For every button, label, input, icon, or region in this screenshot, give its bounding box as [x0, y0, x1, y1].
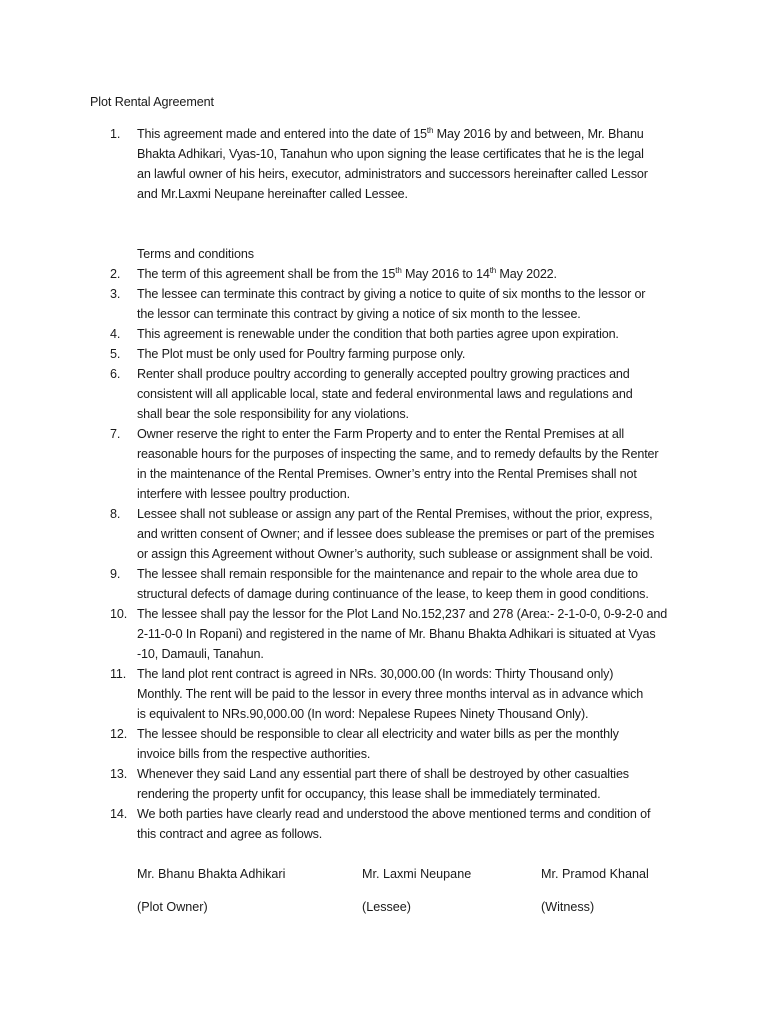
item-text [137, 664, 697, 724]
item-text [137, 284, 697, 324]
item-text [137, 724, 697, 764]
term-item [90, 764, 690, 804]
text-line: The lessee shall remain responsible for the maintenance and repair to the whole area due to [137, 567, 638, 581]
item-text [137, 764, 697, 804]
text-line: The Plot must be only used for Poultry farming purpose only. [137, 347, 466, 361]
text-line: interfere with lessee poultry production. [137, 487, 350, 501]
item-number: 6. [110, 367, 121, 381]
text-line: or assign this Agreement without Owner’s authority, such sublease or assignment shall be void. [137, 547, 653, 561]
item-text [137, 504, 697, 564]
term-item [90, 504, 690, 564]
term-item [90, 664, 690, 724]
term-item [90, 284, 690, 324]
text-line: and written consent of Owner; and if lessee does sublease the premises or part of the premises [137, 527, 655, 541]
text-line: -10, Damauli, Tanahun. [137, 647, 264, 661]
text-line: The lessee should be responsible to clear all electricity and water bills as per the monthly [137, 727, 619, 741]
signatory-role-lessee: (Lessee) [362, 900, 411, 914]
text-line: reasonable hours for the purposes of inspecting the same, and to remedy defaults by the Renter [137, 447, 659, 461]
text-line: an lawful owner of his heirs, executor, administrators and successors hereinafter called Lessor [137, 167, 648, 181]
item-text [137, 424, 697, 504]
text-line: Monthly. The rent will be paid to the lessor in every three months interval as in advance which [137, 687, 644, 701]
item-text [137, 364, 697, 424]
term-item [90, 564, 690, 604]
term-item [90, 344, 690, 364]
text-line: and Mr.Laxmi Neupane hereinafter called Lessee. [137, 187, 408, 201]
item-number: 10. [110, 607, 128, 621]
item-number: 13. [110, 767, 128, 781]
text-line: Owner reserve the right to enter the Farm Property and to enter the Rental Premises at all [137, 427, 624, 441]
text-line: is equivalent to NRs.90,000.00 (In word: Nepalese Rupees Ninety Thousand Only). [137, 707, 589, 721]
term-item [90, 264, 690, 284]
item-number: 2. [110, 267, 121, 281]
item-text [137, 604, 697, 664]
text-line: Whenever they said Land any essential part there of shall be destroyed by other casualties [137, 767, 629, 781]
signatory-name-lessee: Mr. Laxmi Neupane [362, 867, 472, 881]
item-text [137, 264, 697, 284]
item-number: 11. [110, 667, 127, 681]
text-line: This agreement made and entered into the date of 15th May 2016 by and between, Mr. Bhanu [137, 126, 644, 141]
term-item [90, 364, 690, 424]
text-line: Bhakta Adhikari, Vyas-10, Tanahun who upon signing the lease certificates that he is the legal [137, 147, 644, 161]
text-line: rendering the property unfit for occupancy, this lease shall be immediately terminated. [137, 787, 601, 801]
term-item [90, 604, 690, 664]
term-item [90, 424, 690, 504]
item-number: 8. [110, 507, 121, 521]
text-line: We both parties have clearly read and understood the above mentioned terms and condition of [137, 807, 651, 821]
item-number: 9. [110, 567, 121, 581]
signatory-role-witness: (Witness) [541, 900, 595, 914]
text-line: 2-11-0-0 In Ropani) and registered in the name of Mr. Bhanu Bhakta Adhikari is situated at Vyas [137, 627, 656, 641]
item-number: 12. [110, 727, 128, 741]
text-line: The lessee shall pay the lessor for the Plot Land No.152,237 and 278 (Area:- 2-1-0-0, 0-9-2-0 and [137, 607, 668, 621]
signatory-name-witness: Mr. Pramod Khanal [541, 867, 649, 881]
ordinal-suffix: th [395, 266, 402, 275]
text-line: structural defects of damage during continuance of the lease, to keep them in good conditions. [137, 587, 649, 601]
terms-heading: Terms and conditions [137, 247, 255, 261]
term-item [90, 804, 690, 844]
text-line: the lessor can terminate this contract by giving a notice of six month to the lessee. [137, 307, 581, 321]
text-line: consistent will all applicable local, state and federal environmental laws and regulations and [137, 387, 633, 401]
item-text [137, 804, 697, 844]
item-number: 5. [110, 347, 121, 361]
term-item [90, 724, 690, 764]
document-title: Plot Rental Agreement [90, 95, 214, 109]
item-number: 14. [110, 807, 128, 821]
signatory-role-owner: (Plot Owner) [137, 900, 208, 914]
signatory-name-owner: Mr. Bhanu Bhakta Adhikari [137, 867, 286, 881]
ordinal-suffix: th [426, 126, 434, 135]
text-line: invoice bills from the respective authorities. [137, 747, 371, 761]
text-line: Lessee shall not sublease or assign any part of the Rental Premises, without the prior, express, [137, 507, 653, 521]
term-item [90, 324, 690, 344]
text-line: This agreement is renewable under the condition that both parties agree upon expiration. [137, 327, 619, 341]
item-number: 3. [110, 287, 121, 301]
item-text [137, 324, 697, 344]
text-line: shall bear the sole responsibility for any violations. [137, 407, 409, 421]
item-number: 7. [110, 427, 121, 441]
text-line: The term of this agreement shall be from the 15th May 2016 to 14th May 2022. [137, 266, 557, 281]
item-number: 4. [110, 327, 121, 341]
text-line: this contract and agree as follows. [137, 827, 323, 841]
text-line: The lessee can terminate this contract by giving a notice to quite of six months to the lessor or [137, 287, 646, 301]
item-text [137, 564, 697, 604]
list-item [90, 124, 690, 204]
text-line: The land plot rent contract is agreed in NRs. 30,000.00 (In words: Thirty Thousand only) [137, 667, 614, 681]
item-text [137, 344, 697, 364]
item-number: 1. [110, 127, 121, 141]
text-line: Renter shall produce poultry according to generally accepted poultry growing practices and [137, 367, 630, 381]
text-line: in the maintenance of the Rental Premises. Owner’s entry into the Rental Premises shall not [137, 467, 637, 481]
ordinal-suffix: th [489, 266, 497, 275]
item-text [137, 124, 697, 204]
